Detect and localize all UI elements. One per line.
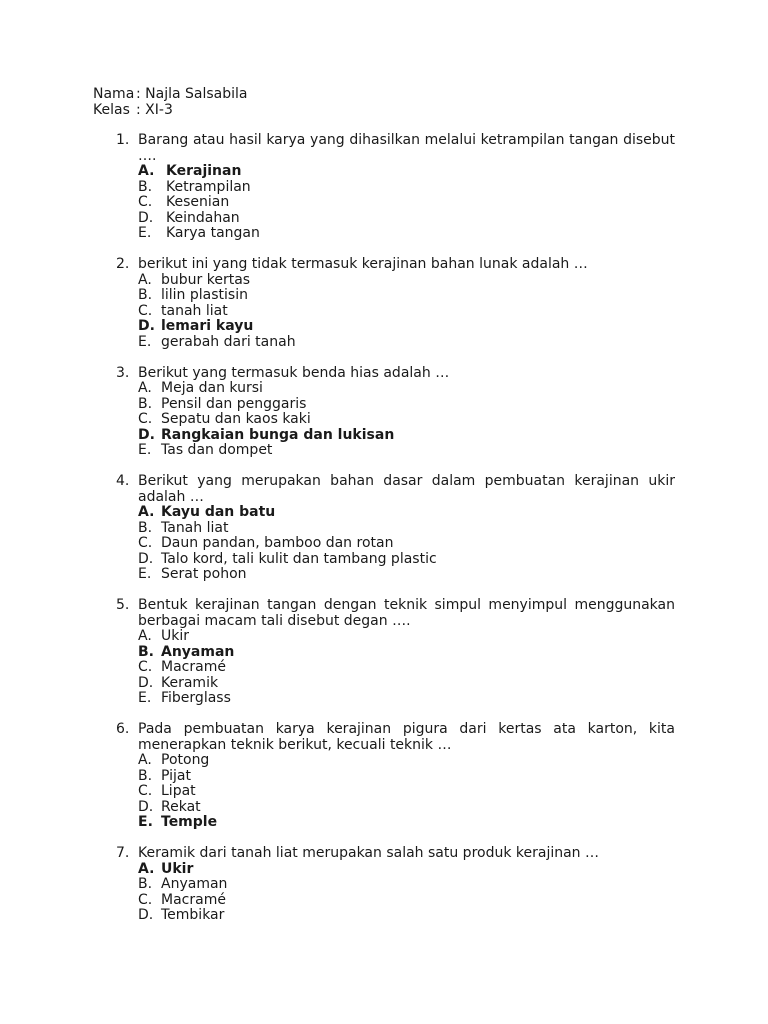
question-7	[93, 846, 675, 924]
name-label: Nama	[93, 86, 135, 102]
student-name-line	[93, 87, 675, 103]
option-text: Karya tangan	[166, 225, 260, 241]
option-text: Temple	[161, 814, 218, 830]
question-4	[93, 474, 675, 583]
option-letter: A.	[138, 163, 155, 179]
option-text: Kayu dan batu	[161, 504, 276, 520]
option-d	[138, 908, 675, 924]
question-text: Bentuk kerajinan tangan dengan teknik simpul menyimpul menggunakan berbagai macam tali disebut degan ….	[138, 597, 675, 629]
student-class-line	[93, 103, 675, 119]
question-1	[93, 133, 675, 242]
option-letter: C.	[138, 535, 153, 551]
option-text: lemari kayu	[161, 318, 254, 334]
option-c	[138, 195, 675, 211]
question-number: 6.	[116, 721, 130, 737]
option-a	[138, 629, 675, 645]
option-text: Daun pandan, bamboo dan rotan	[161, 535, 394, 551]
option-text: tanah liat	[161, 302, 228, 319]
option-e	[138, 691, 675, 707]
option-text: Potong	[161, 752, 210, 768]
option-text: gerabah dari tanah	[161, 333, 296, 350]
option-letter: E.	[138, 225, 152, 241]
option-letter: C.	[138, 302, 153, 319]
option-d	[138, 676, 675, 692]
document-page	[93, 87, 675, 939]
option-text: Tembikar	[161, 907, 225, 923]
option-list	[138, 164, 675, 242]
question-number: 2.	[116, 256, 130, 272]
option-d	[138, 428, 675, 444]
option-text: Tas dan dompet	[161, 442, 273, 458]
question-text: Berikut yang merupakan bahan dasar dalam pembuatan kerajinan ukir adalah …	[138, 473, 675, 505]
option-text: Ketrampilan	[166, 178, 251, 195]
question-number: 7.	[116, 845, 130, 861]
option-a	[138, 381, 675, 397]
option-letter: D.	[138, 907, 154, 923]
option-text: Macramé	[161, 659, 226, 675]
option-text: Anyaman	[161, 643, 235, 660]
option-c	[138, 893, 675, 909]
option-text: Sepatu dan kaos kaki	[161, 411, 311, 427]
option-letter: A.	[138, 504, 155, 520]
option-a	[138, 862, 675, 878]
option-e	[138, 335, 675, 351]
option-e	[138, 226, 675, 242]
option-b	[138, 877, 675, 893]
question-2	[93, 257, 675, 350]
option-text: Fiberglass	[161, 690, 231, 706]
option-c	[138, 536, 675, 552]
option-letter: E.	[138, 442, 152, 458]
option-letter: B.	[138, 395, 153, 412]
option-list	[138, 505, 675, 583]
option-c	[138, 412, 675, 428]
option-letter: E.	[138, 690, 152, 706]
option-text: Tanah liat	[161, 519, 229, 536]
option-list	[138, 629, 675, 707]
question-list	[93, 133, 675, 924]
option-text: Talo kord, tali kulit dan tambang plastic	[161, 550, 437, 567]
option-d	[138, 800, 675, 816]
option-text: bubur kertas	[161, 271, 251, 288]
option-letter: C.	[138, 194, 153, 210]
option-text: Keindahan	[166, 209, 240, 226]
option-text: Kerajinan	[166, 163, 242, 179]
option-letter: D.	[138, 674, 154, 691]
option-letter: B.	[138, 178, 153, 195]
option-text: Pijat	[161, 767, 191, 784]
option-b	[138, 397, 675, 413]
option-a	[138, 505, 675, 521]
option-letter: A.	[138, 752, 152, 768]
question-text: Barang atau hasil karya yang dihasilkan melalui ketrampilan tangan disebut ….	[138, 132, 675, 164]
option-text: lilin plastisin	[161, 287, 248, 303]
option-text: Anyaman	[161, 876, 228, 892]
option-text: Rangkaian bunga dan lukisan	[161, 426, 395, 443]
option-list	[138, 273, 675, 351]
option-a	[138, 164, 675, 180]
question-number: 3.	[116, 364, 130, 381]
option-d	[138, 319, 675, 335]
option-c	[138, 660, 675, 676]
option-letter: C.	[138, 411, 153, 427]
option-e	[138, 443, 675, 459]
option-text: Keramik	[161, 674, 219, 691]
option-letter: B.	[138, 519, 153, 536]
option-list	[138, 862, 675, 924]
option-letter: B.	[138, 767, 153, 784]
option-letter: C.	[138, 659, 153, 675]
option-text: Meja dan kursi	[161, 380, 263, 396]
question-6	[93, 722, 675, 831]
option-letter: D.	[138, 426, 155, 443]
option-d	[138, 211, 675, 227]
question-text: Pada pembuatan karya kerajinan pigura dari kertas ata karton, kita menerapkan teknik berikut, kecuali teknik …	[138, 721, 675, 753]
option-b	[138, 645, 675, 661]
option-letter: E.	[138, 814, 153, 830]
option-text: Kesenian	[166, 194, 230, 210]
option-letter: A.	[138, 271, 152, 288]
option-letter: D.	[138, 798, 154, 815]
question-text: berikut ini yang tidak termasuk kerajinan bahan lunak adalah …	[138, 256, 588, 272]
option-e	[138, 815, 675, 831]
question-number: 1.	[116, 132, 130, 148]
question-text: Keramik dari tanah liat merupakan salah satu produk kerajinan …	[138, 845, 600, 861]
option-a	[138, 753, 675, 769]
question-3	[93, 366, 675, 459]
option-c	[138, 304, 675, 320]
option-letter: C.	[138, 783, 153, 799]
option-list	[138, 753, 675, 831]
option-text: Ukir	[161, 628, 189, 644]
option-e	[138, 567, 675, 583]
option-text: Rekat	[161, 798, 201, 815]
option-a	[138, 273, 675, 289]
option-b	[138, 769, 675, 785]
option-letter: D.	[138, 318, 155, 334]
option-letter: D.	[138, 209, 154, 226]
name-value: : Najla Salsabila	[136, 86, 248, 102]
option-letter: B.	[138, 876, 153, 892]
option-letter: B.	[138, 643, 154, 660]
option-text: Lipat	[161, 783, 196, 799]
question-5	[93, 598, 675, 707]
option-b	[138, 180, 675, 196]
option-text: Macramé	[161, 891, 226, 908]
option-list	[138, 381, 675, 459]
option-letter: A.	[138, 628, 152, 644]
question-number: 4.	[116, 473, 130, 489]
class-label: Kelas	[93, 101, 130, 118]
option-b	[138, 521, 675, 537]
option-text: Ukir	[161, 860, 194, 877]
option-text: Serat pohon	[161, 566, 247, 582]
option-letter: D.	[138, 550, 154, 567]
option-letter: B.	[138, 287, 153, 303]
class-value: : XI-3	[136, 101, 173, 118]
option-letter: A.	[138, 380, 152, 396]
question-text: Berikut yang termasuk benda hias adalah …	[138, 364, 450, 381]
option-letter: E.	[138, 566, 152, 582]
option-letter: A.	[138, 860, 155, 877]
option-d	[138, 552, 675, 568]
option-b	[138, 288, 675, 304]
option-letter: C.	[138, 891, 153, 908]
option-text: Pensil dan penggaris	[161, 395, 307, 412]
question-number: 5.	[116, 597, 130, 613]
option-c	[138, 784, 675, 800]
option-letter: E.	[138, 333, 152, 350]
